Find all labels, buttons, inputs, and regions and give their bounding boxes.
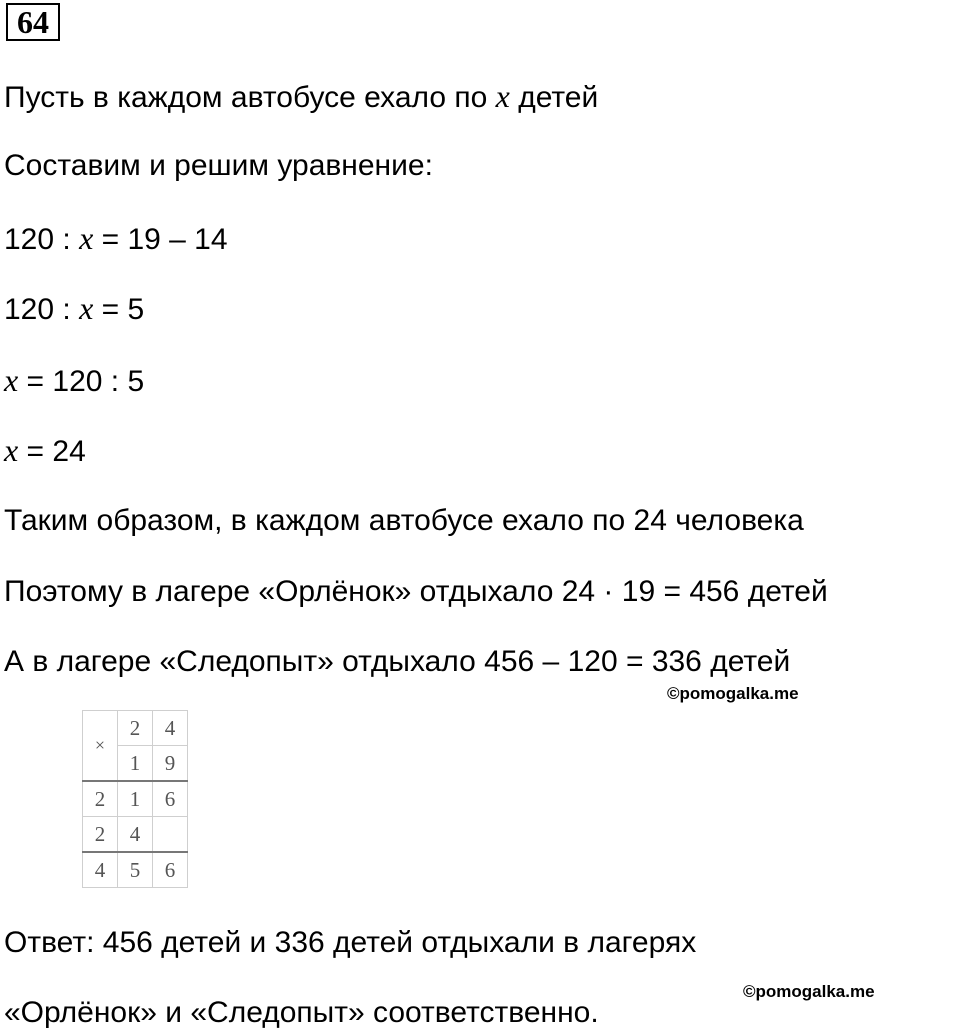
table-row	[83, 781, 188, 817]
watermark: ©pomogalka.me	[667, 684, 799, 703]
answer-line-2: «Орлёнок» и «Следопыт» соответственно.	[4, 996, 599, 1029]
variable-x: x	[4, 362, 19, 398]
text: детей	[509, 81, 599, 114]
digit-cell: 4	[83, 852, 118, 888]
text: Пусть в каждом автобусе ехало по	[4, 81, 496, 114]
digit-cell: 6	[153, 781, 188, 817]
line-sledopyt: А в лагере «Следопыт» отдыхало 456 – 120 = 336 детей	[4, 645, 791, 678]
text: = 24	[18, 435, 86, 468]
line-conclusion: Таким образом, в каждом автобусе ехало по 24 человека	[4, 504, 804, 537]
line-orlenok: Поэтому в лагере «Орлёнок» отдыхало 24 · 19 = 456 детей	[4, 575, 828, 608]
digit-cell: 1	[118, 746, 153, 782]
line-let	[4, 78, 598, 116]
text: = 5	[93, 293, 145, 326]
equation-2	[4, 290, 144, 328]
equation-4	[4, 432, 86, 470]
digit-cell	[153, 817, 188, 853]
problem-number: 64	[6, 3, 60, 41]
digit-cell: 2	[118, 711, 153, 746]
variable-x: x	[4, 432, 19, 468]
text: = 120 : 5	[18, 365, 145, 398]
variable-x: x	[495, 78, 510, 114]
variable-x: x	[79, 220, 94, 256]
digit-cell: 2	[83, 781, 118, 817]
times-sign: ×	[83, 711, 118, 782]
equation-1	[4, 220, 228, 258]
digit-cell: 1	[118, 781, 153, 817]
table-row	[83, 817, 188, 853]
text: 120 :	[4, 223, 80, 256]
digit-cell: 4	[153, 711, 188, 746]
line-compose: Составим и решим уравнение:	[4, 149, 433, 182]
digit-cell: 4	[118, 817, 153, 853]
watermark: ©pomogalka.me	[743, 982, 875, 1001]
digit-cell: 6	[153, 852, 188, 888]
text: 120 :	[4, 293, 80, 326]
equation-3	[4, 362, 144, 400]
digit-cell: 5	[118, 852, 153, 888]
variable-x: x	[79, 290, 94, 326]
text: = 19 – 14	[93, 223, 228, 256]
digit-cell: 2	[83, 817, 118, 853]
answer-line-1: Ответ: 456 детей и 336 детей отдыхали в лагерях	[4, 926, 697, 959]
table-row	[83, 711, 188, 746]
multiplication-table	[82, 710, 188, 888]
digit-cell: 9	[153, 746, 188, 782]
table-row	[83, 852, 188, 888]
